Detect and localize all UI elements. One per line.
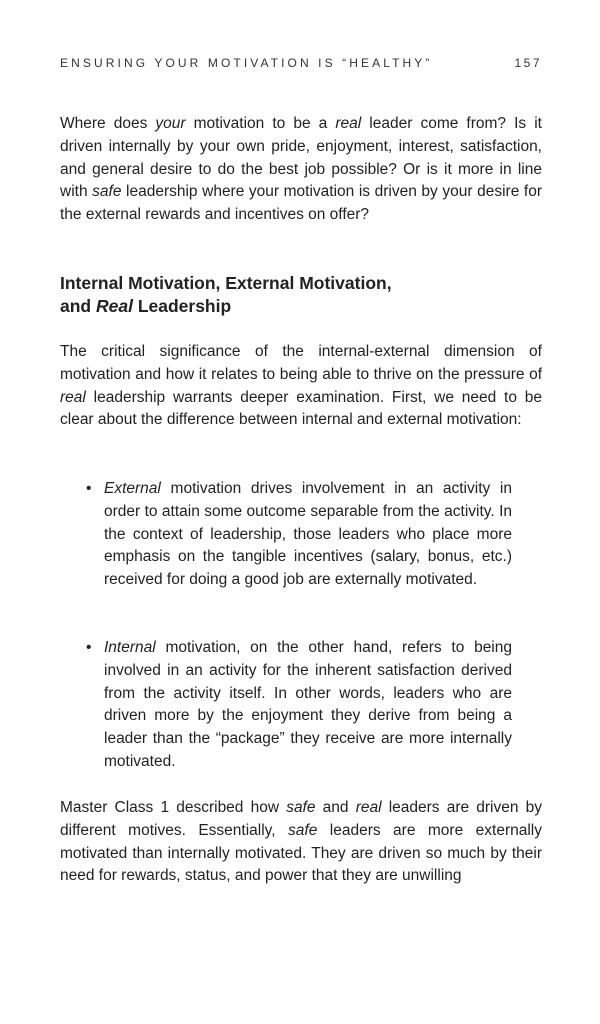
section-heading-line-2: and Real Leadership [60, 296, 232, 316]
bullet-text: motivation, on the other hand, refers to being involved in an activity for the inherent satisfaction derived from the activity itself. In other words, leaders who are driven more by the enjoyment they derive from being a leader than the “package” they receive are more internally motivated. [104, 639, 512, 770]
bullet-icon: • [86, 480, 92, 497]
emphasis: your [155, 115, 186, 132]
bullet-list-2 [86, 637, 512, 774]
bullet-term: Internal [104, 639, 156, 656]
intro-paragraph: Where does your motivation to be a real leader come from? Is it driven internally by your own pride, enjoyment, interest, satisfaction, and general desire to do the best job possible? Or is it more in line with safe leadership where your motivation is driven by your desire for the external rewards and incentives on offer? [60, 115, 542, 224]
bullet-text: motivation drives involvement in an activity in order to attain some outcome separable from the activity. In the context of leadership, those leaders who place more emphasis on the tangible incentives (salary, bonus, etc.) received for doing a good job are externally motivated. [104, 480, 512, 589]
emphasis: real [355, 799, 382, 816]
body-paragraph-3: Master Class 1 described how safe and real leaders are driven by different motives. Essentially, safe leaders are more externally motivated than internally motivated. They are driven so much by their need for rewards, status, and power that they are unwilling [60, 799, 543, 885]
emphasis: safe [286, 799, 316, 816]
emphasis: real [60, 388, 86, 406]
page-number: 157 [514, 56, 542, 70]
emphasis: safe [92, 183, 122, 201]
bullet-term: External [104, 480, 161, 497]
emphasis: safe [288, 821, 318, 839]
section-heading [60, 272, 542, 318]
emphasis: Real [95, 296, 133, 316]
running-head-title: ENSURING YOUR MOTIVATION IS “HEALTHY” [60, 56, 433, 70]
bullet-icon: • [86, 639, 92, 656]
bullet-list [86, 478, 512, 592]
emphasis: real [335, 115, 362, 132]
body-paragraph-2: The critical significance of the internal-external dimension of motivation and how it relates to being able to thrive on the pressure of real leadership warrants deeper examination. First, we need to be clear about the difference between internal and external motivation: [60, 343, 542, 429]
section-heading-line-1: Internal Motivation, External Motivation, [60, 273, 392, 293]
bullet-item-internal [86, 637, 512, 774]
running-head [60, 56, 542, 70]
bullet-item-external [86, 478, 512, 592]
